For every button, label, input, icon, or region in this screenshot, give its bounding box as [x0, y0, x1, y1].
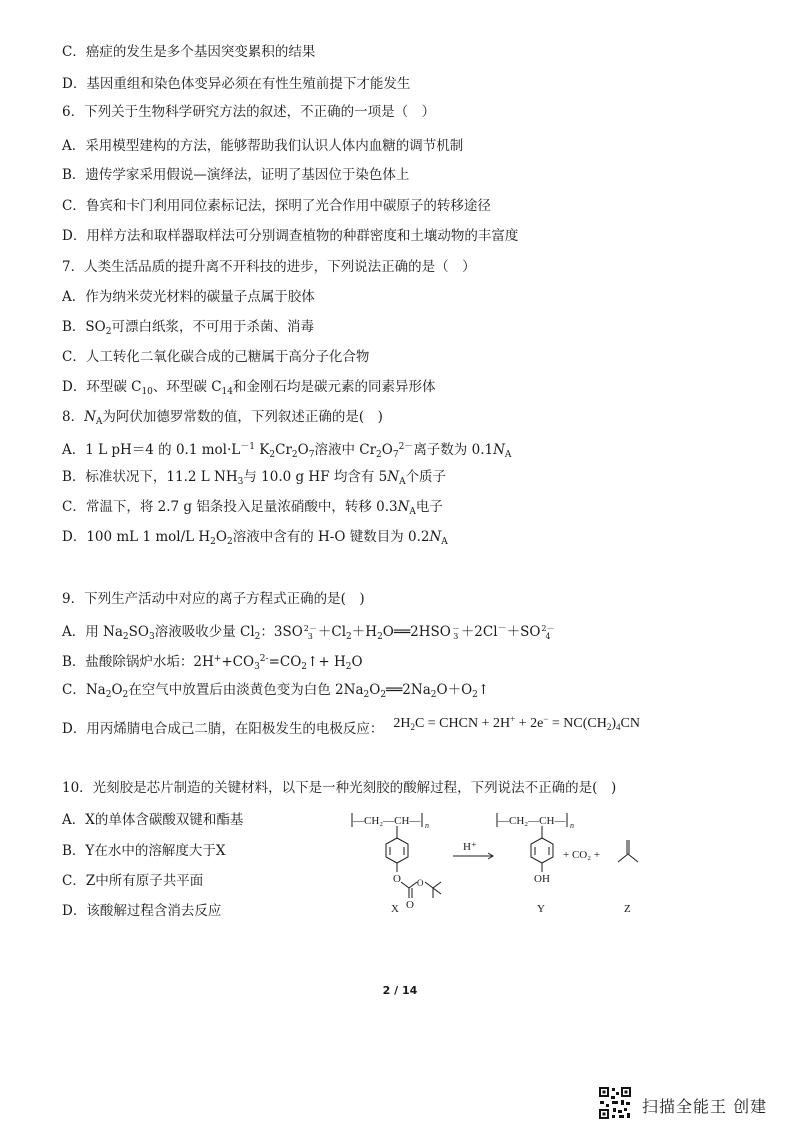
isobutylene-z	[618, 840, 638, 915]
q9-option-b: B．盐酸除锅炉水垢：$2H^++CO_3^{2-}=CO_2↑+ H_2O$	[62, 654, 363, 672]
svg-text:H⁺: H⁺	[463, 841, 477, 853]
co2-product: + CO₂ +	[563, 849, 601, 861]
q7-option-b: B．$SO_2$可漂白纸浆，不可用于杀菌、消毒	[62, 319, 314, 337]
q8-option-a: A．1 L pH＝4 的 0.1 $mol\cdot L^{-1}$ $K_2Cr_2O_7$溶液中 $Cr_2O_7^{2-}$离子数为 $0.1N_A$	[62, 442, 512, 460]
question-7: 7．人类生活品质的提升离不开科技的进步，下列说法正确的是（ ）	[62, 259, 476, 275]
q9-option-a: A．用 $Na_2SO_3$溶液吸收少量 $Cl_2$：3SO2－ $3 +Cl_2+H_2O══2HSO-$ 3 ＋2Cl－＋SO2－ 4	[62, 623, 555, 642]
svg-text:—CH₂—CH—: —CH₂—CH—	[353, 815, 421, 827]
svg-text:X: X	[391, 903, 399, 915]
scanner-watermark-text: 扫描全能王 创建	[642, 1097, 768, 1116]
q7-option-a: A．作为纳米荧光材料的碳量子点属于胶体	[62, 289, 315, 305]
photoresist-acidolysis-figure	[345, 808, 645, 918]
question-6: 6．下列关于生物科学研究方法的叙述，不正确的一项是（ ）	[62, 104, 436, 120]
q7-option-c: C．人工转化二氧化碳合成的己糖属于高分子化合物	[62, 349, 370, 365]
question-10: 10．光刻胶是芯片制造的关键材料，以下是一种光刻胶的酸解过程，下列说法不正确的是( )	[62, 780, 617, 796]
polymer-x	[352, 813, 441, 915]
svg-text:O: O	[393, 873, 401, 885]
q10-option-b: B．Y在水中的溶解度大于X	[62, 843, 226, 859]
svg-text:Y: Y	[537, 903, 545, 915]
q6-option-d: D．用样方法和取样器取样法可分别调查植物的种群密度和土壤动物的丰富度	[62, 228, 519, 244]
q8-option-b: B．标准状况下，11.2 L $NH_3$与 10.0 g HF 均含有 $5N_A$个质子	[62, 469, 447, 487]
svg-text:n: n	[570, 821, 574, 830]
polymer-y	[497, 813, 574, 915]
qr-code-icon	[598, 1086, 632, 1120]
q8-option-d: D．100 mL 1 mol/L $H_2O_2$溶液中含有的 H-O 键数目为 $0.2N_A$	[62, 529, 448, 547]
question-9: 9．下列生产活动中对应的离子方程式正确的是( )	[62, 591, 365, 607]
svg-text:OH: OH	[534, 873, 550, 885]
question-8: 8．$N_A$为阿伏加德罗常数的值，下列叙述正确的是( )	[62, 409, 383, 427]
page-number: 2 / 14	[382, 984, 418, 997]
q7-option-d: D．环型碳 $C_{10}$、环型碳 $C_{14}$和金刚石均是碳元素的同素异形体	[62, 379, 436, 397]
reaction-arrow	[453, 841, 493, 859]
q9-option-d: D．用丙烯腈电合成己二腈，在阳极发生的电极反应： $2H_2C$ = CHCN + $2H^+ + 2e^- = NC(CH_2)_4CN$	[62, 714, 640, 737]
electrode-equation: $2H_2C$ = CHCN + $2H^+ + 2e^- = NC(CH_2)_4CN$	[393, 714, 640, 732]
svg-text:—CH₂—CH—: —CH₂—CH—	[498, 815, 566, 827]
q6-option-c: C．鲁宾和卡门利用同位素标记法，探明了光合作用中碳原子的转移途径	[62, 198, 491, 214]
q10-option-d: D．该酸解过程含消去反应	[62, 903, 222, 919]
q9-option-c: C．$Na_2O_2$在空气中放置后由淡黄色变为白色 $2Na_2O_2══2Na_2O+O_2↑$	[62, 682, 490, 700]
svg-text:Z: Z	[624, 903, 631, 915]
q5-option-d: D．基因重组和染色体变异必须在有性生殖前提下才能发生	[62, 76, 411, 92]
svg-text:O: O	[417, 878, 424, 888]
svg-text:O: O	[406, 899, 414, 911]
q6-option-b: B．遗传学家采用假说—演绎法，证明了基因位于染色体上	[62, 167, 410, 183]
svg-text:n: n	[425, 821, 429, 830]
q10-option-c: C．Z中所有原子共平面	[62, 873, 204, 889]
q8-option-c: C．常温下，将 2.7 g 铝条投入足量浓硝酸中，转移 $0.3N_A$电子	[62, 499, 443, 517]
q6-option-a: A．采用模型建构的方法，能够帮助我们认识人体内血糖的调节机制	[62, 138, 464, 154]
q10-option-a: A．X的单体含碳酸双键和酯基	[62, 812, 244, 828]
scanner-watermark	[598, 1086, 788, 1122]
q5-option-c: C．癌症的发生是多个基因突变累积的结果	[62, 44, 316, 60]
